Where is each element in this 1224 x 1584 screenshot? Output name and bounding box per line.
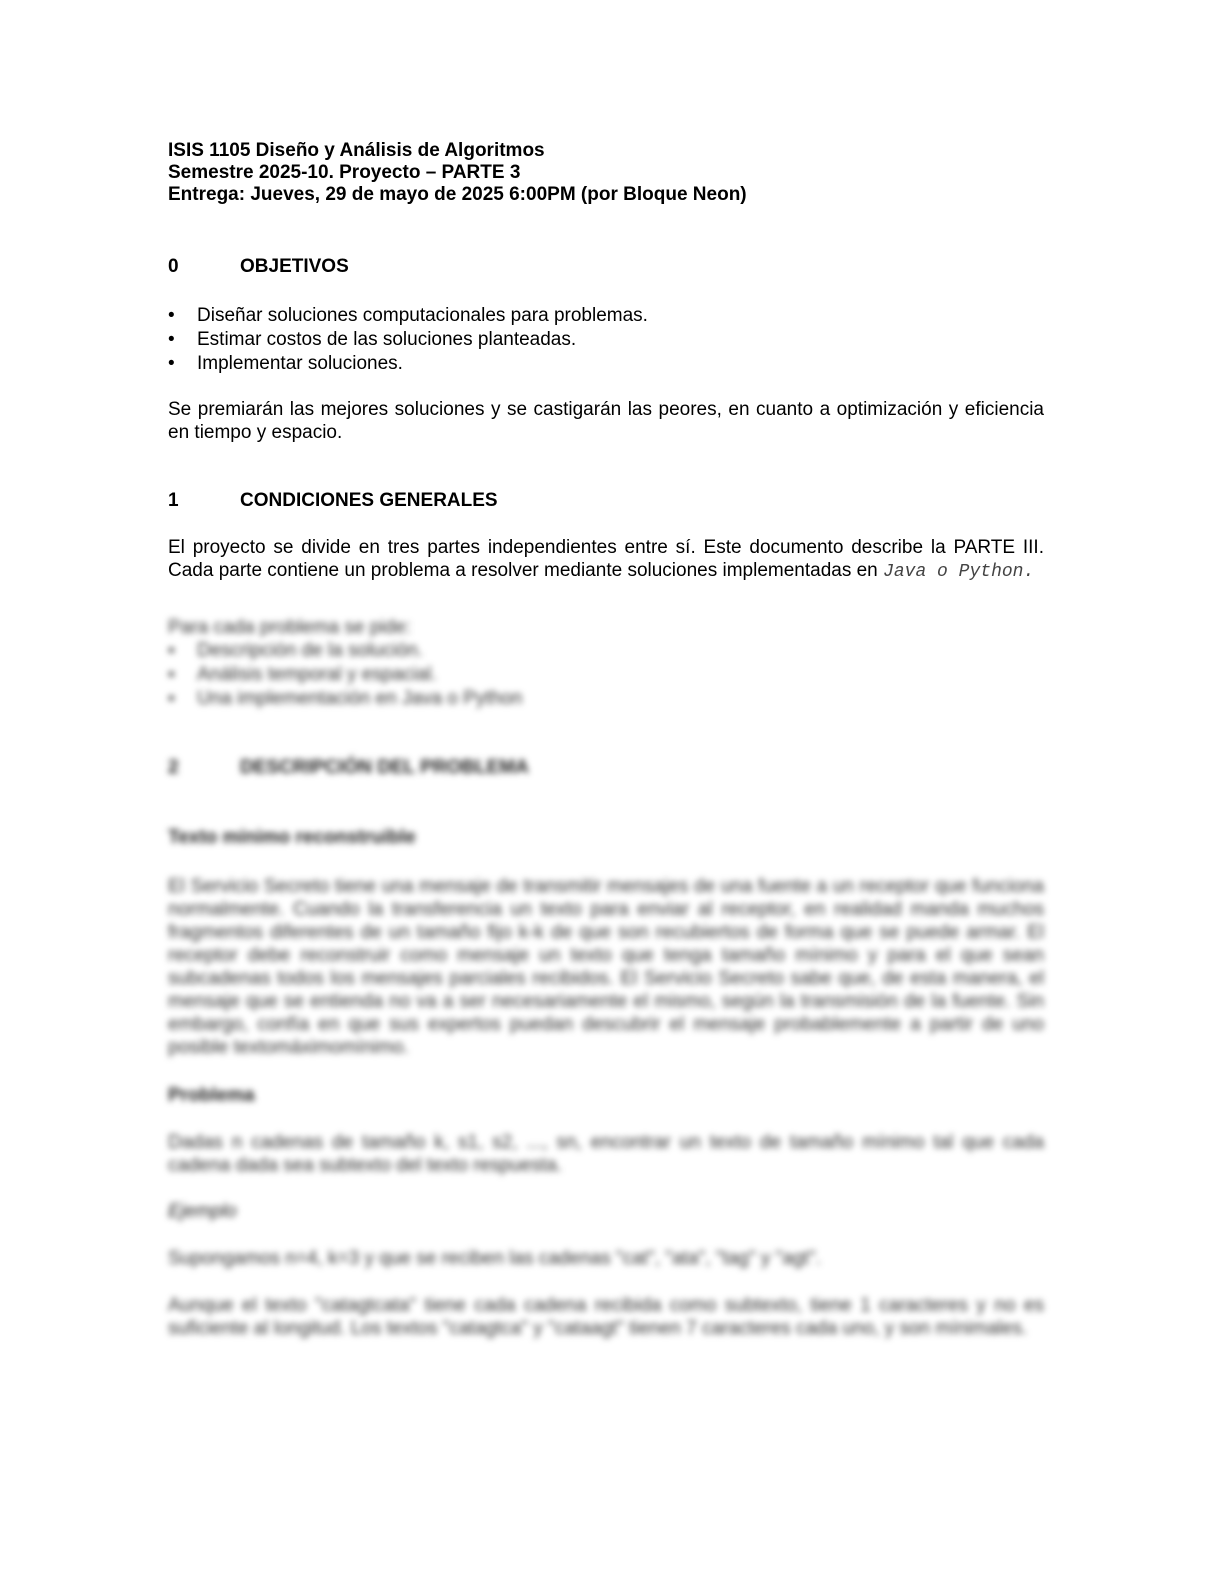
bullet-icon: •: [168, 305, 175, 326]
section-1-number: 1: [168, 490, 179, 511]
problem-subtitle: Texto mínimo reconstruible: [168, 827, 416, 848]
section-0-heading: [168, 256, 1044, 278]
list-item: • Implementar soluciones.: [168, 353, 403, 374]
objectives-paragraph: Se premiarán las mejores soluciones y se castigarán las peores, en cuanto a optimización y eficiencia en tiempo y espacio.: [168, 399, 1044, 443]
list-item: ▪ Una implementación en Java o Python: [168, 688, 523, 709]
list-item: ▪ Análisis temporal y espacial.: [168, 664, 437, 685]
section-1-heading: [168, 490, 1044, 512]
requirements-intro: Para cada problema se pide:: [168, 617, 411, 638]
blurred-content: [168, 590, 1044, 1340]
semester-line: Semestre 2025-10. Proyecto – PARTE 3: [168, 162, 521, 183]
document-page: [168, 140, 1044, 1340]
objectives-list: [168, 304, 1044, 376]
example-text: Supongamos n=4, k=3 y que se reciben las cadenas "cat", "ata", "tag" y "agt".: [168, 1248, 821, 1269]
delivery-line: Entrega: Jueves, 29 de mayo de 2025 6:00PM (por Bloque Neon): [168, 184, 747, 205]
bullet-icon: •: [168, 353, 175, 374]
problem-heading: Problema: [168, 1085, 255, 1106]
section-2-heading: [168, 757, 1044, 779]
language-code: Java o Python.: [883, 562, 1035, 582]
list-item: • Diseñar soluciones computacionales para problemas.: [168, 305, 648, 326]
section-2-title: DESCRIPCIÓN DEL PROBLEMA: [240, 757, 529, 778]
section-0-number: 0: [168, 256, 179, 277]
section-1-title: CONDICIONES GENERALES: [240, 490, 498, 511]
document-header: [168, 140, 1044, 206]
list-item: • Estimar costos de las soluciones planteadas.: [168, 329, 577, 350]
conditions-paragraph: El proyecto se divide en tres partes independientes entre sí. Este documento describe la PARTE III. Cada parte contiene un problema a resolver mediante soluciones implementadas en Java o Python.: [168, 537, 1044, 582]
course-title: ISIS 1105 Diseño y Análisis de Algoritmos: [168, 140, 545, 161]
requirements-list: [168, 639, 1044, 711]
section-2-number: 2: [168, 757, 179, 778]
problem-description: El Servicio Secreto tiene una mensaje de transmitir mensajes de una fuente a un receptor que funciona normalmente. Cuando la transferencia un texto para enviar al receptor, en realidad manda muchos fragmentos diferentes de un tamaño fijo k-k de que son recubiertos de forma que se puede armar. El receptor debe reconstruir como mensaje un texto que tenga tamaño mínimo y para el que sean subcadenas todos los mensajes parciales recibidos. El Servicio Secreto sabe que, de esta manera, el mensaje que se entienda no va a ser necesariamente el mismo, según la transmisión de la fuente. Sin embargo, confía en que sus expertos puedan descubrir el mensaje probablemente a partir de uno posible textomáximomínimo.: [168, 876, 1044, 1058]
example-result: Aunque el texto "catagtcata" tiene cada cadena recibida como subtexto, tiene 1 caracteres y no es suficiente al longitud. Los textos "catagtca" y "cataagt" tienen 7 caracteres cada uno, y son mínimales.: [168, 1295, 1044, 1339]
square-bullet-icon: ▪: [168, 688, 175, 709]
square-bullet-icon: ▪: [168, 640, 175, 661]
bullet-icon: •: [168, 329, 175, 350]
list-item: ▪ Descripción de la solución.: [168, 640, 424, 661]
example-heading: Ejemplo: [168, 1201, 237, 1222]
section-0-title: OBJETIVOS: [240, 256, 349, 277]
problem-statement: Dadas n cadenas de tamaño k, s1, s2, ..., sn, encontrar un texto de tamaño mínimo tal que cada cadena dada sea subtexto del texto respuesta.: [168, 1132, 1044, 1176]
square-bullet-icon: ▪: [168, 664, 175, 685]
